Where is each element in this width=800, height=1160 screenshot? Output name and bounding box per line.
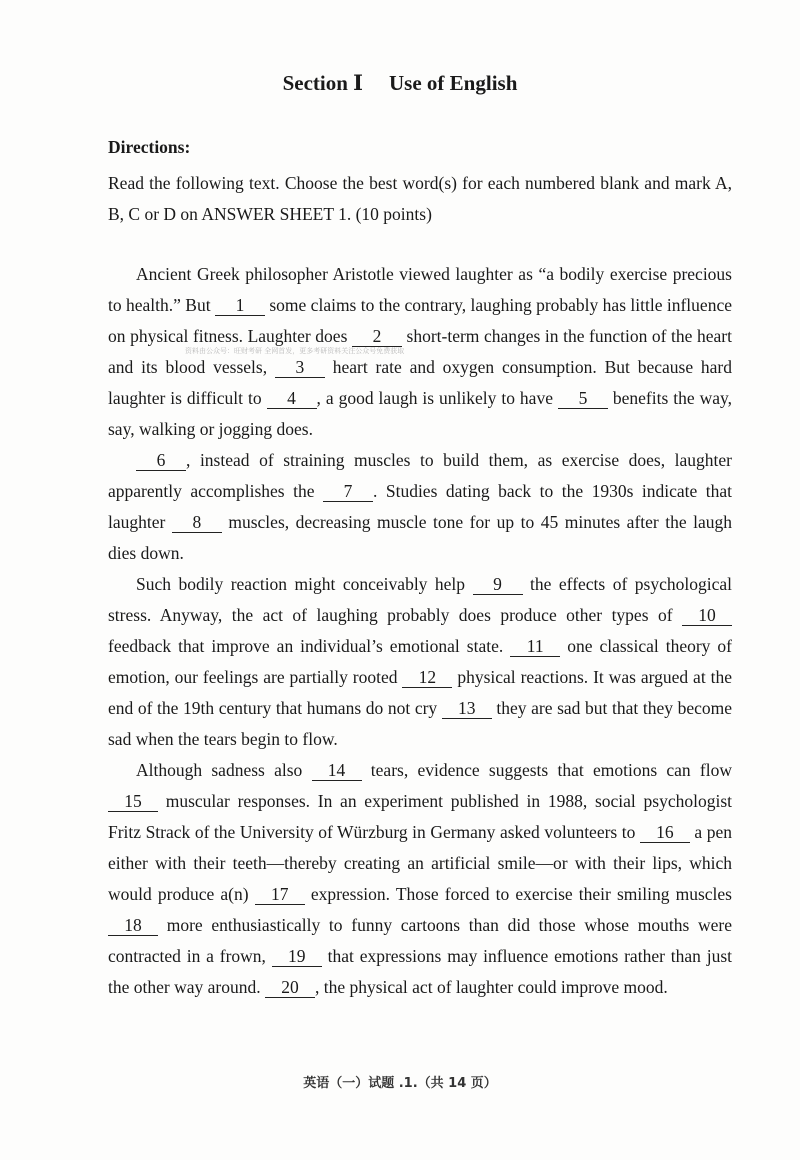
blank-18: 18 xyxy=(108,915,158,936)
text-run: muscles, decreasing muscle tone for up to 45 minutes after the laugh dies down. xyxy=(108,512,733,563)
directions-text: Read the following text. Choose the best word(s) for each numbered blank and mark A, B, C or D on ANSWER SHEET 1. (10 points) xyxy=(108,173,732,224)
blank-16: 16 xyxy=(640,822,690,843)
text-run: , the physical act of laughter could improve mood. xyxy=(314,977,668,997)
section-number: Section Ⅰ xyxy=(282,71,364,95)
cloze-passage xyxy=(108,259,732,1003)
paragraph-1 xyxy=(108,259,732,445)
text-run: Although sadness also xyxy=(136,760,312,780)
paragraph-4 xyxy=(108,755,732,1003)
blank-7: 7 xyxy=(323,481,373,502)
text-run: , instead of straining muscles to build them, as exercise does, laughter apparently accomplishes the xyxy=(108,450,732,501)
text-run: , a good laugh is unlikely to have xyxy=(316,388,558,408)
blank-6: 6 xyxy=(136,450,186,471)
blank-12: 12 xyxy=(402,667,452,688)
text-run: they are sad but that they become sad when the tears begin to flow. xyxy=(108,698,733,749)
text-run: a pen either with their teeth—thereby creating an artificial smile—or with their lips, which would produce a(n) xyxy=(108,822,732,904)
blank-9: 9 xyxy=(473,574,523,595)
blank-4: 4 xyxy=(267,388,317,409)
section-title xyxy=(0,70,800,96)
blank-20: 20 xyxy=(265,977,315,998)
text-run: physical reactions. It was argued at the end of the 19th century that humans do not cry xyxy=(108,667,732,718)
text-run: one classical theory of emotion, our feelings are partially rooted xyxy=(108,636,733,687)
text-run: heart rate and oxygen consumption. But because hard laughter is difficult to xyxy=(108,357,732,408)
blank-3: 3 xyxy=(275,357,325,378)
blank-14: 14 xyxy=(312,760,362,781)
text-run: the effects of psychological stress. Anyway, the act of laughing probably does produce other types of xyxy=(108,574,732,625)
paragraph-2 xyxy=(108,445,732,569)
page-footer: 英语（一）试题 .1.（共 14 页） xyxy=(303,1076,497,1091)
text-run: benefits the way, say, walking or jogging does. xyxy=(108,388,732,439)
text-run: that expressions may influence emotions rather than just the other way around. xyxy=(108,946,732,997)
text-run: muscular responses. In an experiment published in 1988, social psychologist Fritz Strack of the University of Würzburg in Germany asked volunteers to xyxy=(108,791,732,842)
blank-11: 11 xyxy=(510,636,560,657)
blank-8: 8 xyxy=(172,512,222,533)
blank-13: 13 xyxy=(442,698,492,719)
blank-15: 15 xyxy=(108,791,158,812)
blank-1: 1 xyxy=(215,295,265,316)
blank-19: 19 xyxy=(272,946,322,967)
text-run: expression. Those forced to exercise their smiling muscles xyxy=(304,884,732,904)
section-name: Use of English xyxy=(389,71,518,95)
text-run: some claims to the contrary, laughing probably has little influence on physical fitness. Laughter does xyxy=(108,295,732,346)
paragraph-3 xyxy=(108,569,732,755)
watermark: 资料由公众号：旺财考研 全网首发，更多考研资料关注公众号免费获取 xyxy=(185,347,405,355)
text-run: tears, evidence suggests that emotions can flow xyxy=(361,760,732,780)
blank-5: 5 xyxy=(558,388,608,409)
text-run: Such bodily reaction might conceivably help xyxy=(136,574,473,594)
text-run: Ancient Greek philosopher Aristotle viewed laughter as “a bodily exercise precious to health.” But xyxy=(108,264,732,315)
text-run: . Studies dating back to the 1930s indicate that laughter xyxy=(108,481,732,532)
blank-10: 10 xyxy=(682,605,732,626)
directions-heading: Directions: xyxy=(108,137,191,157)
text-run: more enthusiastically to funny cartoons than did those whose mouths were contracted in a frown, xyxy=(108,915,732,966)
blank-2: 2 xyxy=(352,326,402,347)
text-run: feedback that improve an individual’s emotional state. xyxy=(108,636,511,656)
blank-17: 17 xyxy=(255,884,305,905)
text-run: short-term changes in the function of the heart and its blood vessels, xyxy=(108,326,732,377)
